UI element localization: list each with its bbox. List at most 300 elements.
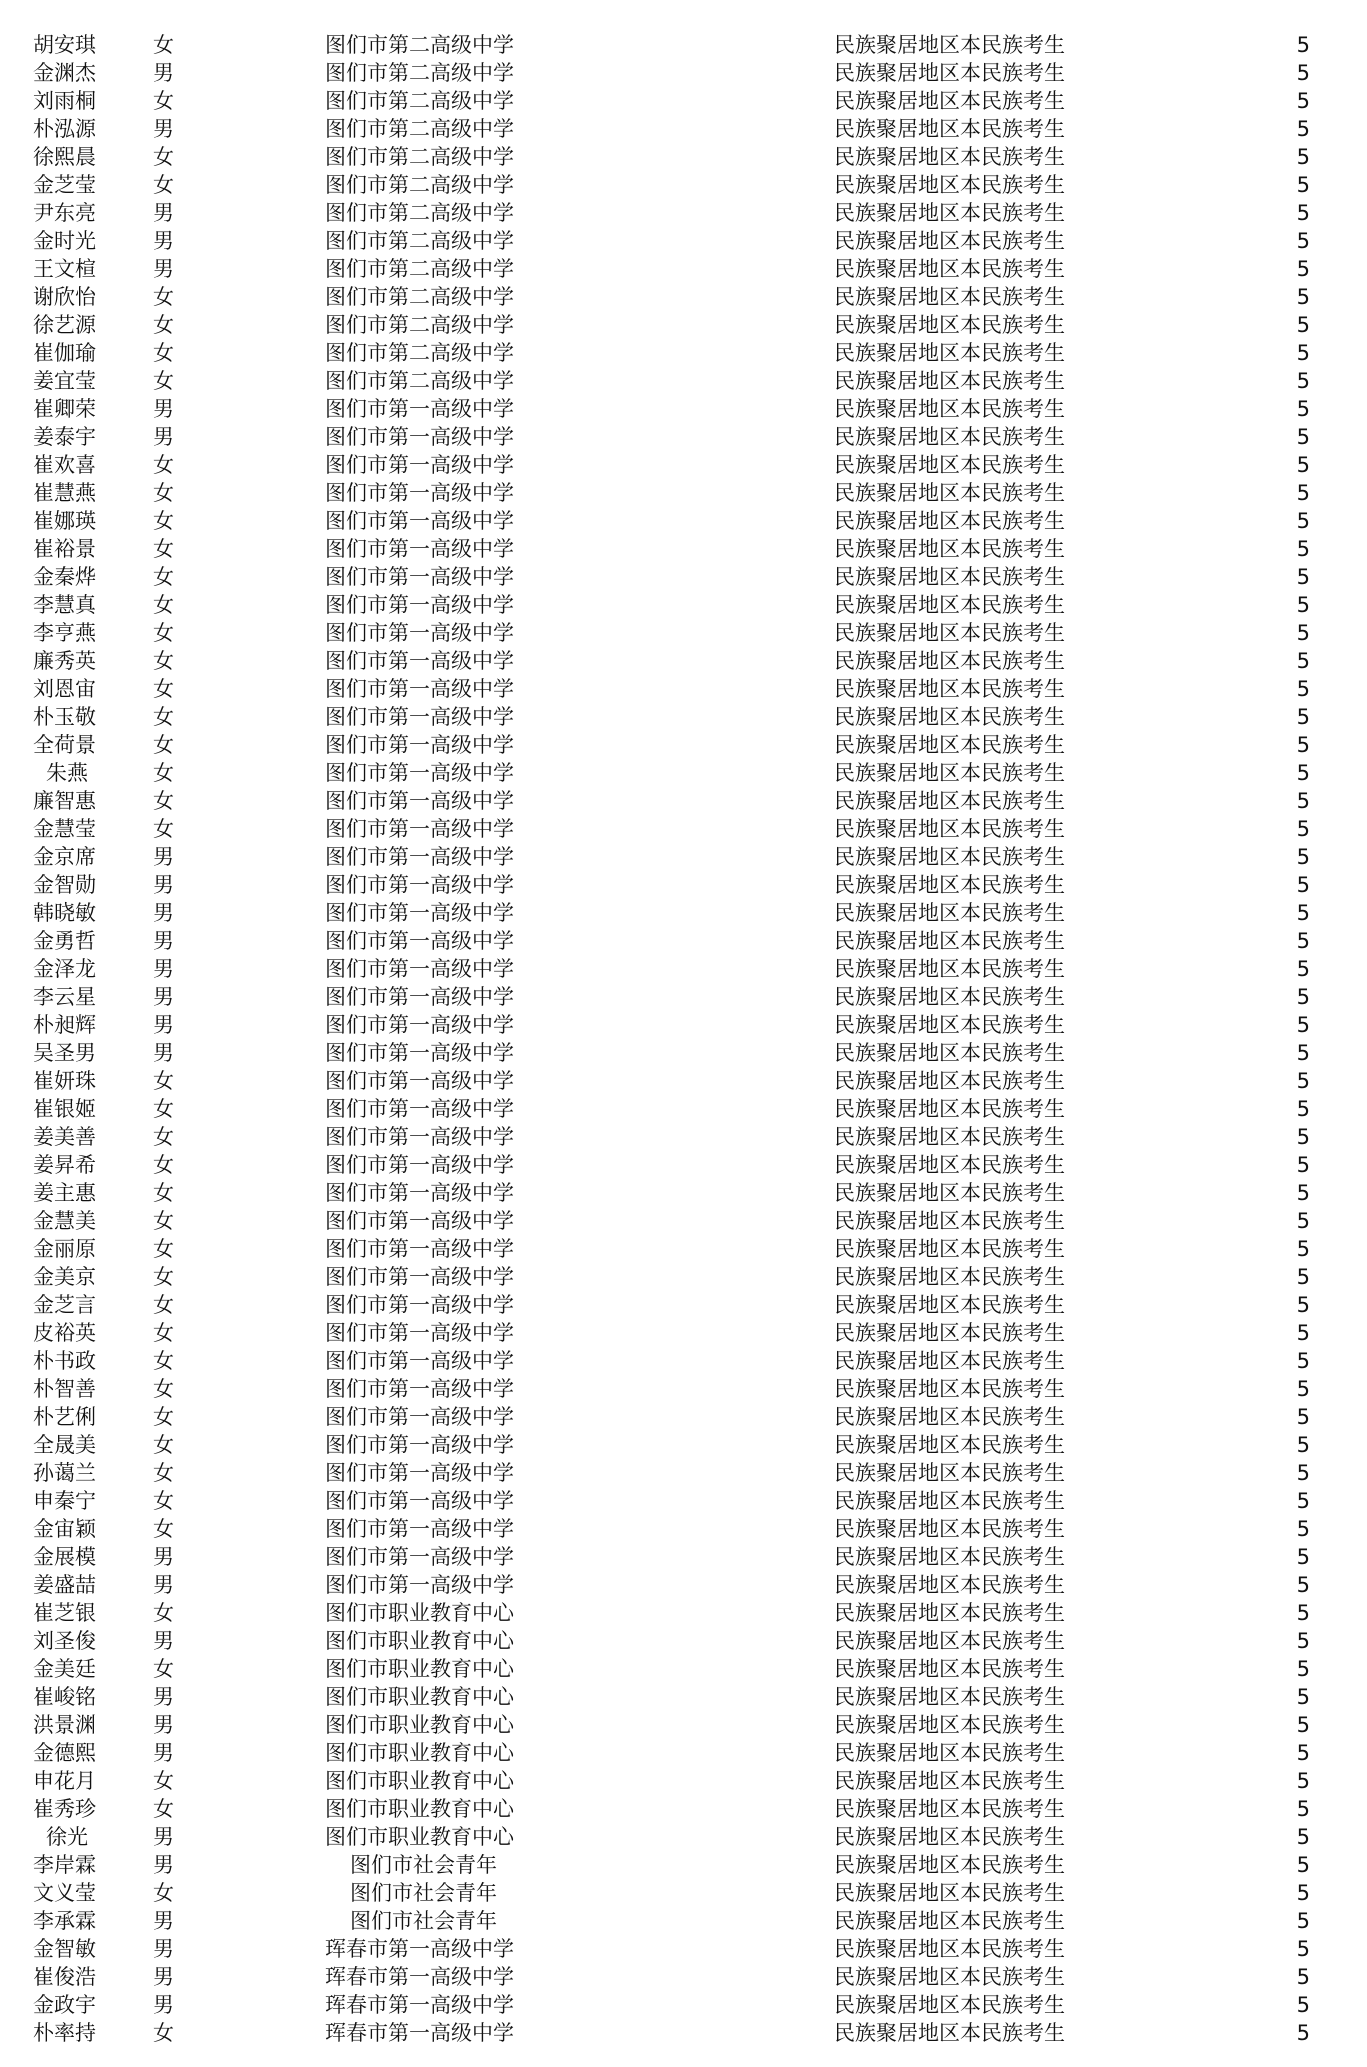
candidate-gender: 女 [153, 649, 174, 673]
table-row [0, 199, 1367, 227]
candidate-school: 图们市第一高级中学 [325, 1125, 514, 1149]
candidate-score: 5 [1296, 453, 1310, 477]
candidate-score: 5 [1296, 397, 1310, 421]
candidate-name: 胡安琪 [33, 33, 96, 57]
candidate-school: 图们市第一高级中学 [325, 1209, 514, 1233]
table-row [0, 1151, 1367, 1179]
candidate-score: 5 [1296, 1153, 1310, 1177]
candidate-gender: 女 [153, 537, 174, 561]
candidate-category: 民族聚居地区本民族考生 [834, 1601, 1065, 1625]
candidate-school: 图们市社会青年 [350, 1853, 497, 1877]
candidate-name: 金芝言 [33, 1293, 96, 1317]
candidate-school: 图们市职业教育中心 [325, 1797, 514, 1821]
candidate-gender: 男 [153, 61, 174, 85]
table-row [0, 1207, 1367, 1235]
candidate-school: 图们市第一高级中学 [325, 1349, 514, 1373]
candidate-gender: 男 [153, 117, 174, 141]
table-row [0, 227, 1367, 255]
candidate-school: 图们市第一高级中学 [325, 649, 514, 673]
candidate-score: 5 [1296, 1181, 1310, 1205]
candidate-school: 图们市第二高级中学 [325, 117, 514, 141]
candidate-name: 李慧真 [33, 593, 96, 617]
candidate-school: 图们市第二高级中学 [325, 285, 514, 309]
candidate-gender: 女 [153, 173, 174, 197]
candidate-score: 5 [1296, 817, 1310, 841]
candidate-category: 民族聚居地区本民族考生 [834, 1769, 1065, 1793]
candidate-name: 徐熙晨 [33, 145, 96, 169]
table-row [0, 1879, 1367, 1907]
candidate-name: 金宙颖 [33, 1517, 96, 1541]
candidate-name: 金丽原 [33, 1237, 96, 1261]
candidate-name: 刘圣俊 [33, 1629, 96, 1653]
candidate-name: 文义莹 [33, 1881, 96, 1905]
candidate-category: 民族聚居地区本民族考生 [834, 1657, 1065, 1681]
candidate-name: 徐光 [46, 1825, 88, 1849]
candidate-name: 申秦宁 [33, 1489, 96, 1513]
candidate-name: 洪景渊 [33, 1713, 96, 1737]
candidate-score: 5 [1296, 1461, 1310, 1485]
candidate-name: 徐艺源 [33, 313, 96, 337]
table-row [0, 1487, 1367, 1515]
candidate-category: 民族聚居地区本民族考生 [834, 1125, 1065, 1149]
candidate-score: 5 [1296, 985, 1310, 1009]
candidate-name: 朴智善 [33, 1377, 96, 1401]
candidate-score: 5 [1296, 733, 1310, 757]
candidate-category: 民族聚居地区本民族考生 [834, 1013, 1065, 1037]
candidate-score: 5 [1296, 509, 1310, 533]
table-row [0, 1935, 1367, 1963]
candidate-score: 5 [1296, 285, 1310, 309]
candidate-name: 全晟美 [33, 1433, 96, 1457]
candidate-score: 5 [1296, 1209, 1310, 1233]
candidate-category: 民族聚居地区本民族考生 [834, 89, 1065, 113]
candidate-name: 李云星 [33, 985, 96, 1009]
candidate-score: 5 [1296, 145, 1310, 169]
candidate-list [0, 31, 1367, 2047]
candidate-score: 5 [1296, 1433, 1310, 1457]
candidate-category: 民族聚居地区本民族考生 [834, 425, 1065, 449]
candidate-category: 民族聚居地区本民族考生 [834, 1461, 1065, 1485]
candidate-name: 王文楦 [33, 257, 96, 281]
candidate-category: 民族聚居地区本民族考生 [834, 1097, 1065, 1121]
table-row [0, 703, 1367, 731]
candidate-school: 图们市第二高级中学 [325, 369, 514, 393]
candidate-score: 5 [1296, 1937, 1310, 1961]
candidate-score: 5 [1296, 1825, 1310, 1849]
candidate-name: 刘雨桐 [33, 89, 96, 113]
candidate-gender: 女 [153, 89, 174, 113]
candidate-category: 民族聚居地区本民族考生 [834, 929, 1065, 953]
table-row [0, 1291, 1367, 1319]
candidate-gender: 男 [153, 229, 174, 253]
candidate-name: 朴昶辉 [33, 1013, 96, 1037]
table-row [0, 1739, 1367, 1767]
candidate-name: 金慧美 [33, 1209, 96, 1233]
candidate-name: 崔俊浩 [33, 1965, 96, 1989]
candidate-school: 图们市第一高级中学 [325, 1069, 514, 1093]
candidate-name: 金慧莹 [33, 817, 96, 841]
candidate-school: 图们市第二高级中学 [325, 173, 514, 197]
table-row [0, 927, 1367, 955]
candidate-score: 5 [1296, 1069, 1310, 1093]
candidate-score: 5 [1296, 173, 1310, 197]
candidate-category: 民族聚居地区本民族考生 [834, 649, 1065, 673]
candidate-score: 5 [1296, 425, 1310, 449]
candidate-category: 民族聚居地区本民族考生 [834, 789, 1065, 813]
table-row [0, 1235, 1367, 1263]
candidate-school: 图们市第一高级中学 [325, 1237, 514, 1261]
table-row [0, 1431, 1367, 1459]
candidate-score: 5 [1296, 621, 1310, 645]
candidate-gender: 男 [153, 1545, 174, 1569]
table-row [0, 507, 1367, 535]
candidate-category: 民族聚居地区本民族考生 [834, 201, 1065, 225]
table-row [0, 1991, 1367, 2019]
candidate-name: 姜宜莹 [33, 369, 96, 393]
candidate-category: 民族聚居地区本民族考生 [834, 369, 1065, 393]
candidate-gender: 女 [153, 621, 174, 645]
candidate-school: 图们市第一高级中学 [325, 789, 514, 813]
candidate-name: 谢欣怡 [33, 285, 96, 309]
table-row [0, 647, 1367, 675]
candidate-category: 民族聚居地区本民族考生 [834, 1993, 1065, 2017]
candidate-school: 图们市第一高级中学 [325, 817, 514, 841]
candidate-name: 金美京 [33, 1265, 96, 1289]
table-row [0, 1347, 1367, 1375]
candidate-name: 李岸霖 [33, 1853, 96, 1877]
table-row [0, 283, 1367, 311]
candidate-gender: 男 [153, 1573, 174, 1597]
candidate-school: 图们市职业教育中心 [325, 1685, 514, 1709]
candidate-category: 民族聚居地区本民族考生 [834, 705, 1065, 729]
candidate-school: 图们市第一高级中学 [325, 733, 514, 757]
candidate-gender: 男 [153, 1713, 174, 1737]
candidate-name: 崔峻铭 [33, 1685, 96, 1709]
candidate-name: 金时光 [33, 229, 96, 253]
candidate-category: 民族聚居地区本民族考生 [834, 677, 1065, 701]
candidate-school: 图们市第一高级中学 [325, 1489, 514, 1513]
candidate-gender: 女 [153, 1181, 174, 1205]
candidate-name: 金京席 [33, 845, 96, 869]
candidate-gender: 女 [153, 1237, 174, 1261]
candidate-school: 图们市第二高级中学 [325, 61, 514, 85]
candidate-name: 金勇哲 [33, 929, 96, 953]
table-row [0, 1963, 1367, 1991]
candidate-gender: 女 [153, 285, 174, 309]
candidate-name: 韩晓敏 [33, 901, 96, 925]
table-row [0, 1599, 1367, 1627]
candidate-school: 图们市第二高级中学 [325, 341, 514, 365]
candidate-gender: 女 [153, 453, 174, 477]
table-row [0, 31, 1367, 59]
candidate-name: 廉智惠 [33, 789, 96, 813]
candidate-score: 5 [1296, 1741, 1310, 1765]
candidate-category: 民族聚居地区本民族考生 [834, 1293, 1065, 1317]
candidate-name: 金展模 [33, 1545, 96, 1569]
table-row [0, 451, 1367, 479]
candidate-name: 金美廷 [33, 1657, 96, 1681]
candidate-name: 崔裕景 [33, 537, 96, 561]
candidate-category: 民族聚居地区本民族考生 [834, 1909, 1065, 1933]
candidate-name: 金智敏 [33, 1937, 96, 1961]
candidate-name: 姜盛喆 [33, 1573, 96, 1597]
candidate-school: 图们市第一高级中学 [325, 621, 514, 645]
candidate-name: 崔欢喜 [33, 453, 96, 477]
candidate-category: 民族聚居地区本民族考生 [834, 1265, 1065, 1289]
candidate-score: 5 [1296, 1237, 1310, 1261]
candidate-name: 尹东亮 [33, 201, 96, 225]
candidate-category: 民族聚居地区本民族考生 [834, 565, 1065, 589]
table-row [0, 423, 1367, 451]
candidate-school: 图们市第二高级中学 [325, 33, 514, 57]
candidate-gender: 男 [153, 1909, 174, 1933]
candidate-gender: 男 [153, 957, 174, 981]
candidate-name: 朴率持 [33, 2021, 96, 2045]
candidate-name: 金泽龙 [33, 957, 96, 981]
candidate-gender: 男 [153, 201, 174, 225]
candidate-gender: 女 [153, 593, 174, 617]
table-row [0, 2019, 1367, 2047]
table-row [0, 87, 1367, 115]
table-row [0, 1375, 1367, 1403]
candidate-name: 崔娜瑛 [33, 509, 96, 533]
candidate-category: 民族聚居地区本民族考生 [834, 1069, 1065, 1093]
table-row [0, 311, 1367, 339]
candidate-gender: 女 [153, 341, 174, 365]
table-row [0, 899, 1367, 927]
candidate-name: 姜泰宇 [33, 425, 96, 449]
table-row [0, 1655, 1367, 1683]
table-row [0, 619, 1367, 647]
candidate-gender: 女 [153, 1377, 174, 1401]
candidate-category: 民族聚居地区本民族考生 [834, 145, 1065, 169]
candidate-gender: 女 [153, 1209, 174, 1233]
candidate-score: 5 [1296, 1769, 1310, 1793]
candidate-gender: 女 [153, 1405, 174, 1429]
candidate-name: 刘恩宙 [33, 677, 96, 701]
candidate-name: 崔芝银 [33, 1601, 96, 1625]
candidate-category: 民族聚居地区本民族考生 [834, 1881, 1065, 1905]
candidate-gender: 女 [153, 705, 174, 729]
candidate-gender: 男 [153, 1013, 174, 1037]
candidate-gender: 男 [153, 1993, 174, 2017]
candidate-gender: 男 [153, 845, 174, 869]
candidate-gender: 女 [153, 1601, 174, 1625]
table-row [0, 843, 1367, 871]
candidate-gender: 女 [153, 761, 174, 785]
candidate-gender: 女 [153, 509, 174, 533]
candidate-name: 孙蔼兰 [33, 1461, 96, 1485]
candidate-school: 图们市第一高级中学 [325, 509, 514, 533]
candidate-school: 珲春市第一高级中学 [325, 2021, 514, 2045]
table-row [0, 367, 1367, 395]
candidate-category: 民族聚居地区本民族考生 [834, 117, 1065, 141]
candidate-gender: 女 [153, 313, 174, 337]
candidate-score: 5 [1296, 1265, 1310, 1289]
candidate-score: 5 [1296, 229, 1310, 253]
candidate-score: 5 [1296, 537, 1310, 561]
candidate-name: 崔妍珠 [33, 1069, 96, 1093]
table-row [0, 675, 1367, 703]
candidate-name: 姜主惠 [33, 1181, 96, 1205]
candidate-school: 图们市第一高级中学 [325, 873, 514, 897]
candidate-name: 朴艺俐 [33, 1405, 96, 1429]
candidate-score: 5 [1296, 1517, 1310, 1541]
candidate-school: 图们市第一高级中学 [325, 1097, 514, 1121]
candidate-category: 民族聚居地区本民族考生 [834, 1965, 1065, 1989]
candidate-category: 民族聚居地区本民族考生 [834, 1797, 1065, 1821]
candidate-gender: 男 [153, 257, 174, 281]
candidate-category: 民族聚居地区本民族考生 [834, 313, 1065, 337]
candidate-name: 姜昇希 [33, 1153, 96, 1177]
candidate-category: 民族聚居地区本民族考生 [834, 1853, 1065, 1877]
candidate-score: 5 [1296, 89, 1310, 113]
candidate-category: 民族聚居地区本民族考生 [834, 1937, 1065, 1961]
candidate-score: 5 [1296, 1685, 1310, 1709]
candidate-school: 图们市职业教育中心 [325, 1741, 514, 1765]
candidate-school: 图们市第二高级中学 [325, 313, 514, 337]
candidate-name: 崔卿荣 [33, 397, 96, 421]
candidate-category: 民族聚居地区本民族考生 [834, 341, 1065, 365]
candidate-gender: 男 [153, 873, 174, 897]
candidate-school: 图们市第一高级中学 [325, 677, 514, 701]
candidate-score: 5 [1296, 1881, 1310, 1905]
candidate-school: 图们市第一高级中学 [325, 565, 514, 589]
table-row [0, 1627, 1367, 1655]
table-row [0, 563, 1367, 591]
candidate-category: 民族聚居地区本民族考生 [834, 1041, 1065, 1065]
candidate-gender: 女 [153, 1433, 174, 1457]
candidate-category: 民族聚居地区本民族考生 [834, 1545, 1065, 1569]
candidate-score: 5 [1296, 369, 1310, 393]
table-row [0, 115, 1367, 143]
candidate-gender: 女 [153, 1321, 174, 1345]
candidate-gender: 女 [153, 145, 174, 169]
candidate-category: 民族聚居地区本民族考生 [834, 481, 1065, 505]
candidate-school: 图们市第一高级中学 [325, 957, 514, 981]
candidate-gender: 女 [153, 481, 174, 505]
candidate-gender: 男 [153, 397, 174, 421]
table-row [0, 1683, 1367, 1711]
candidate-school: 图们市第一高级中学 [325, 1545, 514, 1569]
candidate-school: 图们市社会青年 [350, 1881, 497, 1905]
candidate-school: 图们市职业教育中心 [325, 1657, 514, 1681]
candidate-school: 图们市第一高级中学 [325, 1321, 514, 1345]
table-row [0, 955, 1367, 983]
candidate-name: 金芝莹 [33, 173, 96, 197]
candidate-category: 民族聚居地区本民族考生 [834, 1405, 1065, 1429]
candidate-score: 5 [1296, 1993, 1310, 2017]
candidate-school: 珲春市第一高级中学 [325, 1993, 514, 2017]
candidate-category: 民族聚居地区本民族考生 [834, 1517, 1065, 1541]
table-row [0, 1319, 1367, 1347]
candidate-name: 廉秀英 [33, 649, 96, 673]
candidate-category: 民族聚居地区本民族考生 [834, 985, 1065, 1009]
candidate-category: 民族聚居地区本民族考生 [834, 621, 1065, 645]
candidate-gender: 女 [153, 2021, 174, 2045]
candidate-score: 5 [1296, 1125, 1310, 1149]
candidate-gender: 女 [153, 1769, 174, 1793]
candidate-category: 民族聚居地区本民族考生 [834, 257, 1065, 281]
candidate-name: 吴圣男 [33, 1041, 96, 1065]
candidate-score: 5 [1296, 957, 1310, 981]
candidate-gender: 男 [153, 1741, 174, 1765]
candidate-score: 5 [1296, 1713, 1310, 1737]
candidate-score: 5 [1296, 61, 1310, 85]
candidate-school: 图们市第一高级中学 [325, 1265, 514, 1289]
candidate-gender: 女 [153, 369, 174, 393]
table-row [0, 1459, 1367, 1487]
candidate-school: 图们市社会青年 [350, 1909, 497, 1933]
candidate-category: 民族聚居地区本民族考生 [834, 1321, 1065, 1345]
table-row [0, 1403, 1367, 1431]
table-row [0, 1123, 1367, 1151]
table-row [0, 1851, 1367, 1879]
candidate-gender: 女 [153, 1097, 174, 1121]
candidate-score: 5 [1296, 929, 1310, 953]
candidate-name: 金德熙 [33, 1741, 96, 1765]
candidate-school: 图们市第一高级中学 [325, 1573, 514, 1597]
candidate-school: 图们市第一高级中学 [325, 453, 514, 477]
candidate-school: 图们市第二高级中学 [325, 201, 514, 225]
table-row [0, 255, 1367, 283]
candidate-gender: 女 [153, 1293, 174, 1317]
table-row [0, 1571, 1367, 1599]
candidate-school: 图们市第一高级中学 [325, 1153, 514, 1177]
candidate-school: 图们市第一高级中学 [325, 901, 514, 925]
candidate-category: 民族聚居地区本民族考生 [834, 229, 1065, 253]
candidate-category: 民族聚居地区本民族考生 [834, 1237, 1065, 1261]
candidate-score: 5 [1296, 649, 1310, 673]
candidate-category: 民族聚居地区本民族考生 [834, 61, 1065, 85]
candidate-gender: 女 [153, 1517, 174, 1541]
candidate-score: 5 [1296, 1097, 1310, 1121]
table-row [0, 1095, 1367, 1123]
candidate-gender: 男 [153, 1853, 174, 1877]
candidate-category: 民族聚居地区本民族考生 [834, 817, 1065, 841]
candidate-category: 民族聚居地区本民族考生 [834, 957, 1065, 981]
candidate-score: 5 [1296, 1321, 1310, 1345]
candidate-gender: 男 [153, 425, 174, 449]
candidate-score: 5 [1296, 1629, 1310, 1653]
table-row [0, 395, 1367, 423]
candidate-school: 图们市第一高级中学 [325, 845, 514, 869]
table-row [0, 535, 1367, 563]
candidate-score: 5 [1296, 201, 1310, 225]
candidate-name: 李承霖 [33, 1909, 96, 1933]
candidate-category: 民族聚居地区本民族考生 [834, 397, 1065, 421]
candidate-name: 金秦烨 [33, 565, 96, 589]
candidate-gender: 女 [153, 677, 174, 701]
table-row [0, 1907, 1367, 1935]
candidate-school: 图们市职业教育中心 [325, 1601, 514, 1625]
candidate-name: 申花月 [33, 1769, 96, 1793]
candidate-gender: 男 [153, 1937, 174, 1961]
candidate-name: 朱燕 [46, 761, 88, 785]
candidate-school: 图们市职业教育中心 [325, 1825, 514, 1849]
candidate-gender: 女 [153, 1153, 174, 1177]
table-row [0, 1711, 1367, 1739]
candidate-name: 皮裕英 [33, 1321, 96, 1345]
table-row [0, 1039, 1367, 1067]
candidate-score: 5 [1296, 1909, 1310, 1933]
candidate-gender: 女 [153, 1265, 174, 1289]
candidate-score: 5 [1296, 1573, 1310, 1597]
candidate-school: 珲春市第一高级中学 [325, 1937, 514, 1961]
candidate-category: 民族聚居地区本民族考生 [834, 1209, 1065, 1233]
candidate-school: 图们市第一高级中学 [325, 1405, 514, 1429]
table-row [0, 1179, 1367, 1207]
